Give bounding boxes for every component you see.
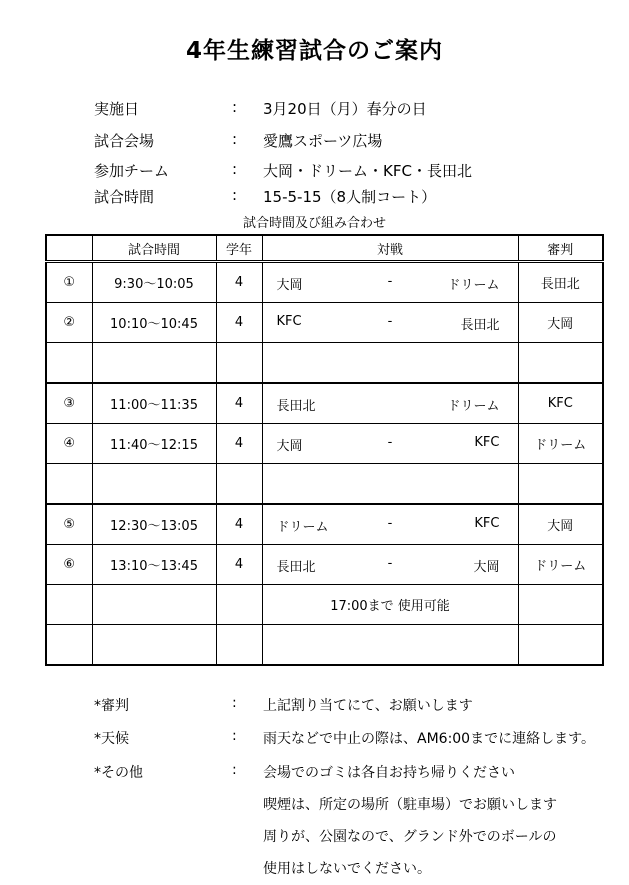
matchup-cell [262,383,518,424]
versus-dash: - [387,314,393,329]
matchup-cell [262,464,518,505]
matchup-cell [262,545,518,585]
note-label: *審判 [94,698,129,714]
note-colon: : [232,728,237,744]
match-grade [216,625,262,666]
info-colon: : [232,160,238,178]
match-grade: 4 [216,303,262,343]
table-row [46,343,603,384]
info-label: 試合時間 [94,188,155,206]
header-referee: 審判 [518,235,603,262]
note-line-smoking: 喫煙は、所定の場所（駐車場）でお願いします [263,797,557,813]
home-team: KFC [276,314,302,329]
info-row-venue [0,130,629,154]
info-value: 3月20日（月）春分の日 [263,100,427,118]
info-value: 愛鷹スポーツ広場 [263,132,383,150]
match-time: 13:10～13:45 [92,545,216,585]
match-grade: 4 [216,383,262,424]
match-grade: 4 [216,545,262,585]
match-referee [518,464,603,505]
matchup-cell [262,343,518,384]
match-number: ⑥ [46,545,92,585]
schedule-table [45,234,604,666]
versus-dash: - [387,516,393,531]
matchup-cell [262,625,518,666]
info-row-teams [0,160,629,184]
match-number: ④ [46,424,92,464]
home-team: ドリーム [276,520,329,535]
info-row-date [0,98,629,122]
home-team: 大岡 [276,278,303,293]
match-referee [518,585,603,625]
versus-dash: - [387,435,393,450]
match-referee [518,625,603,666]
match-referee [518,343,603,384]
match-grade: 4 [216,262,262,303]
info-label: 試合会場 [94,132,155,150]
table-header-row [46,235,603,262]
match-referee: 大岡 [518,504,603,545]
away-team: 大岡 [473,560,500,575]
match-number [46,585,92,625]
header-matchup: 対戦 [262,235,518,262]
info-colon: : [232,130,238,148]
versus-dash: - [387,274,393,289]
header-grade: 学年 [216,235,262,262]
match-referee: 長田北 [518,262,603,303]
matchup-cell [262,303,518,343]
match-grade [216,585,262,625]
match-time [92,625,216,666]
info-value: 15-5-15（8人制コート） [263,188,437,206]
away-team: ドリーム [447,278,500,293]
info-colon: : [232,98,238,116]
match-number: ③ [46,383,92,424]
table-row [46,303,603,343]
matchup-cell [262,424,518,464]
match-time [92,464,216,505]
away-team: KFC [474,435,500,450]
match-time [92,585,216,625]
info-label: 実施日 [94,100,140,118]
away-team: 長田北 [460,318,500,333]
note-label: *その他 [94,765,143,781]
match-time: 9:30～10:05 [92,262,216,303]
matchup-cell [262,262,518,303]
match-referee: ドリーム [518,545,603,585]
note-row-weather [0,728,629,752]
match-time: 12:30～13:05 [92,504,216,545]
versus-dash: - [387,556,393,571]
away-team: ドリーム [447,399,500,414]
note-label: *天候 [94,731,129,747]
table-row [46,262,603,303]
match-number [46,464,92,505]
table-row [46,585,603,625]
home-team: 大岡 [276,439,303,454]
match-grade: 4 [216,424,262,464]
note-colon: : [232,762,237,778]
note-line-ball-use: 周りが、公園なので、グランド外でのボールの [263,829,557,845]
note-line-ball-use-cont: 使用はしないでください。 [263,861,431,877]
match-time: 11:40～12:15 [92,424,216,464]
table-row [46,424,603,464]
matchup-cell [262,504,518,545]
availability-note: 17:00まで 使用可能 [262,585,518,625]
match-number [46,625,92,666]
table-row [46,383,603,424]
table-row [46,504,603,545]
match-time [92,343,216,384]
note-colon: : [232,695,237,711]
info-label: 参加チーム [94,162,170,180]
note-value: 雨天などで中止の際は、AM6:00までに連絡します。 [263,731,595,747]
match-number: ⑤ [46,504,92,545]
info-colon: : [232,186,238,204]
away-team: KFC [474,516,500,531]
match-number: ② [46,303,92,343]
header-number [46,235,92,262]
table-row [46,464,603,505]
header-time: 試合時間 [92,235,216,262]
note-value: 上記割り当てにて、お願いします [263,698,473,714]
table-row [46,545,603,585]
home-team: 長田北 [276,560,316,575]
home-team: 長田北 [276,399,316,414]
match-number: ① [46,262,92,303]
table-row [46,625,603,666]
info-value: 大岡・ドリーム・KFC・長田北 [263,162,472,180]
match-referee: 大岡 [518,303,603,343]
match-grade [216,343,262,384]
match-referee: KFC [518,383,603,424]
match-referee: ドリーム [518,424,603,464]
page-title: 4年生練習試合のご案内 [185,38,443,64]
match-number [46,343,92,384]
match-time: 11:00～11:35 [92,383,216,424]
info-row-match-time [0,186,629,210]
note-row-other [0,762,629,786]
match-grade: 4 [216,504,262,545]
note-row-referee [0,695,629,719]
note-value: 会場でのゴミは各自お持ち帰りください [263,765,515,781]
match-time: 10:10～10:45 [92,303,216,343]
schedule-subtitle: 試合時間及び組み合わせ [242,216,386,231]
match-grade [216,464,262,505]
